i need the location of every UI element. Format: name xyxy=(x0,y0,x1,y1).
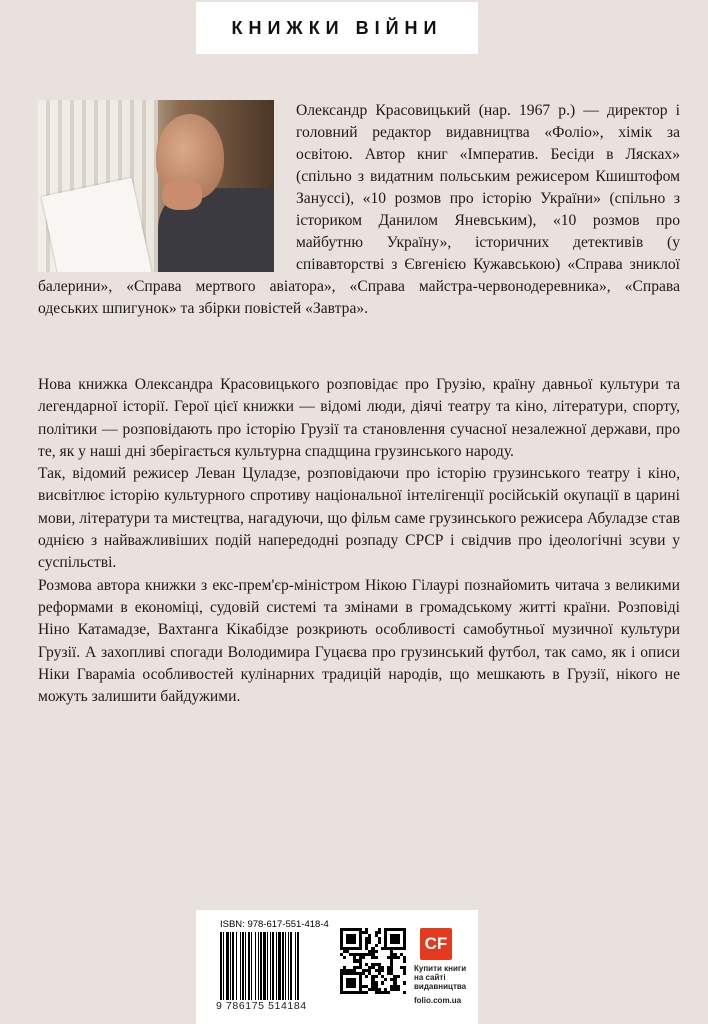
qr-code-icon xyxy=(340,928,406,994)
book-description xyxy=(38,374,680,708)
barcode-icon xyxy=(220,932,330,1000)
author-bio-text: Олександр Красовицький (нар. 1967 р.) — директор і головний редактор видавництва «Фоліо», хімік за освітою. Автор книг «Імператив. Бесіди в Лясках» (спільно з видатним польським режисером Кшиштофом Зануссі), «10 розмов про історію України» (спільно з істориком Данилом Яневським), «10 розмов про майбутню Україну», історичних детективів (у співавторстві з Євгенією Кужавською) «Справа зниклої балерини», «Справа мертвого авіатора», «Справа майстра-червонодеревника», «Справа одеських шпигунок» та збірки повістей «Завтра». xyxy=(38,102,680,317)
isbn-text: ISBN: 978-617-551-418-4 xyxy=(220,919,329,930)
back-info-box xyxy=(196,910,478,1024)
photo-hand xyxy=(162,180,202,210)
series-label: КНИЖКИ ВІЙНИ xyxy=(196,2,478,54)
description-paragraph-2: Так, відомий режисер Леван Цуладзе, розповідаючи про історію грузинського театру і кіно, висвітлює історію культурного спротиву національної інтелігенції російській окупації в царині мови, літератури та мистецтва, нагадуючи, що фільм саме грузинського режисера Абуладзе став однією з найважливіших подій напередодні розпаду СРСР і свідчив про ідеологічні зсуви у суспільстві. xyxy=(38,465,680,572)
barcode-bar xyxy=(297,932,299,1000)
description-paragraph-3: Розмова автора книжки з екс-прем'єр-міністром Нікою Гілаурі познайомить читача з великими реформами в економіці, судовій системі та змінами в громадському житті країни. Розповіді Ніно Катамадзе, Вахтанга Кікабідзе розкриють особливості самобутньої музичної культури Грузії. А захопливі спогади Володимира Гуцаєва про грузинський футбол, так само, як і описи Ніки Гвараміа особливостей кулінарних традицій народів, що мешкають в Грузії, нікого не можуть залишити байдужими. xyxy=(38,576,680,706)
buy-url: folio.com.ua xyxy=(414,996,462,1005)
buy-text: Купити книги на сайті видавництва xyxy=(414,964,467,991)
publisher-logo-icon: CF xyxy=(420,928,452,960)
qr-module xyxy=(403,991,406,994)
author-photo xyxy=(38,100,274,272)
barcode-digits: 9 786175 514184 xyxy=(216,1000,307,1012)
description-paragraph-1: Нова книжка Олександра Красовицького розповідає про Грузію, країну давньої культури та легендарної історії. Герої цієї книжки — відомі люди, діячі театру та кіно, літератури, спорту, політики — розповідають про історію Грузії та становлення сучасної незалежної держави, про те, як у наші дні зберігається культурна спадщина грузинського народу. xyxy=(38,376,680,460)
